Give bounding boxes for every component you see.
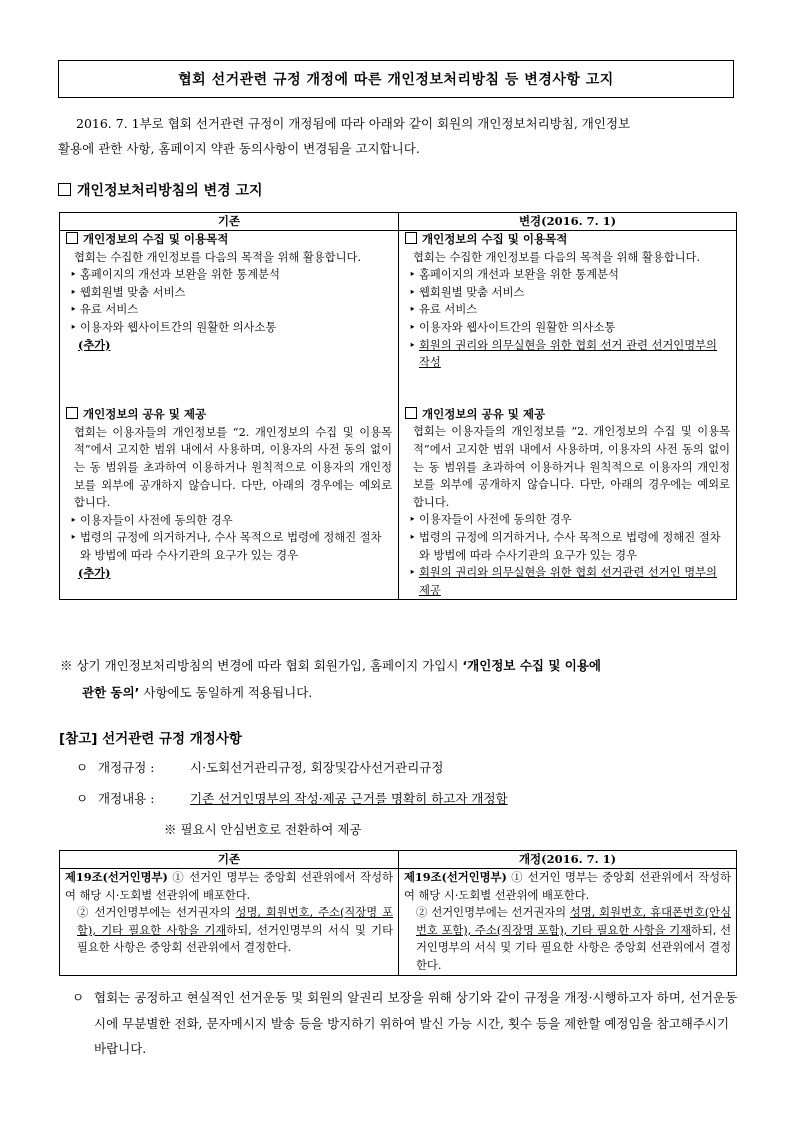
bullet-circle-icon: ㅇ	[76, 760, 89, 775]
checkbox-square-icon	[66, 407, 78, 419]
purpose-item-old: ‣ 웹회원별 맞춤 서비스	[70, 285, 186, 299]
closing-paragraph	[72, 985, 742, 1062]
checkbox-square-icon	[405, 407, 417, 419]
purpose-item-new: ‣ 홈페이지의 개선과 보완을 위한 통계분석	[409, 268, 619, 282]
bullet-circle-icon: ㅇ	[72, 990, 85, 1005]
table2-header-old: 기존	[60, 851, 399, 869]
article-old-p1: 제19조(선거인명부) ① 선거인 명부는 중앙회 선관위에서 작성하여 해당 시·도회별 선관위에 배포한다.	[65, 870, 394, 902]
article-new-p2: ② 선거인명부에는 선거권자의 성명, 회원번호, 휴대폰번호(안심번호 포함), 주소(직장명 포함), 기타 필요한 사항을 기재하되, 선거인명부의 서식 및 기타 필요한 사항은 중앙회 선관위에서 결정한다.	[416, 906, 732, 972]
notice-paragraph	[60, 652, 750, 706]
purpose-item-new: ‣ 이용자와 웹사이트간의 원활한 의사소통	[409, 320, 616, 334]
checkbox-square-icon	[66, 232, 78, 244]
intro-paragraph	[58, 111, 742, 161]
share-item-old: ‣ 이용자들이 사전에 동의한 경우	[70, 513, 233, 527]
ref-revised-rules: ㅇ 개정규정 : 시·도회선거관리규정, 회장및감사선거관리규정	[76, 760, 444, 775]
share-item-old: ‣ 법령의 규정에 의거하거나, 수사 목적으로 법령에 정해진 절차와 방법에 따라 수사기관의 요구가 있는 경우	[70, 531, 382, 562]
purpose-heading-new: 개인정보의 수집 및 이용목적	[405, 231, 730, 249]
purpose-item-new: ‣ 유료 서비스	[409, 303, 478, 317]
checkbox-square-icon	[405, 232, 417, 244]
bullet-circle-icon: ㅇ	[76, 791, 89, 806]
share-heading-old: 개인정보의 공유 및 제공	[66, 406, 392, 424]
purpose-item-old: ‣ 이용자와 웹사이트간의 원활한 의사소통	[70, 320, 277, 334]
table1-header-new: 변경(2016. 7. 1)	[399, 213, 737, 231]
reference-heading: [참고] 선거관련 규정 개정사항	[59, 731, 242, 747]
purpose-item-old: ‣ 유료 서비스	[70, 303, 139, 317]
checkbox-square-icon	[58, 183, 71, 196]
purpose-item-added: ‣ 회원의 권리와 의무실현을 위한 협회 선거 관련 선거인명부의 작성	[409, 338, 717, 370]
share-item-new: ‣ 법령의 규정에 의거하거나, 수사 목적으로 법령에 정해진 절차와 방법에 따라 수사기관의 요구가 있는 경우	[409, 530, 721, 562]
notice-line-2: 관한 동의’ 사항에도 동일하게 적용됩니다.	[82, 685, 313, 700]
document-title: 협회 선거관련 규정 개정에 따른 개인정보처리방침 등 변경사항 고지	[58, 60, 734, 98]
table2-header-new: 개정(2016. 7. 1)	[399, 851, 737, 869]
share-item-new: ‣ 이용자들이 사전에 동의한 경우	[409, 513, 572, 527]
share-heading-new: 개인정보의 공유 및 제공	[405, 406, 730, 424]
share-text-old: 협회는 이용자들의 개인정보를 “2. 개인정보의 수집 및 이용목적”에서 고지한 범위 내에서 사용하며, 이용자의 사전 동의 없이는 동 범위를 초과하여 이용하거나 원칙적으로 이용자의 개인정보를 외부에 공개하지 않습니다. 다만, 아래의 경우에는 예외로 합니다.	[74, 425, 392, 510]
article-old-p2: ② 선거인명부에는 선거권자의 성명, 회원번호, 주소(직장명 포함), 기타 필요한 사항을 기재하되, 선거인명부의 서식 및 기타 필요한 사항은 중앙회 선관위에서 결정한다.	[77, 906, 394, 955]
ref-revised-content: ㅇ 개정내용 : 기존 선거인명부의 작성·제공 근거를 명확히 하고자 개정함	[76, 791, 508, 806]
closing-text: 협회는 공정하고 현실적인 선거운동 및 회원의 알권리 보장을 위해 상기와 같이 규정을 개정·시행하고자 하며, 선거운동 시에 무분별한 전화, 문자메시지 발송 등을 방지하기 위하여 발신 가능 시간, 횟수 등을 제한할 예정임을 참고해주시기 바랍니다.	[94, 990, 738, 1056]
table1-new-column	[399, 231, 737, 600]
table1-old-column	[60, 231, 399, 600]
ref-sub-note: ※ 필요시 안심번호로 전환하여 제공	[164, 822, 362, 837]
intro-line-1: 2016. 7. 1부로 협회 선거관련 규정이 개정됨에 따라 아래와 같이 회원의 개인정보처리방침, 개인정보	[76, 116, 631, 131]
table2-old-column	[60, 869, 399, 976]
election-rule-comparison-table	[59, 850, 737, 976]
purpose-text-new: 협회는 수집한 개인정보를 다음의 목적을 위해 활용합니다.	[413, 250, 701, 264]
purpose-item-old: ‣ 홈페이지의 개선과 보완을 위한 통계분석	[70, 268, 280, 282]
table2-new-column	[399, 869, 737, 976]
intro-line-2: 활용에 관한 사항, 홈페이지 약관 동의사항이 변경됨을 고지합니다.	[58, 141, 420, 156]
purpose-heading-old: 개인정보의 수집 및 이용목적	[66, 231, 392, 249]
privacy-policy-comparison-table	[59, 212, 737, 600]
share-item-added: ‣ 회원의 권리와 의무실현을 위한 협회 선거관련 선거인 명부의 제공	[409, 566, 717, 597]
added-label: (추가)	[78, 565, 111, 580]
purpose-item-new: ‣ 웹회원별 맞춤 서비스	[409, 285, 525, 299]
added-label: (추가)	[78, 337, 111, 352]
share-text-new: 협회는 이용자들의 개인정보를 “2. 개인정보의 수집 및 이용목적”에서 고지한 범위 내에서 사용하며, 이용자의 사전 동의 없이는 동 범위를 초과하여 이용하거나 원칙적으로 이용자의 개인정보를 외부에 공개하지 않습니다. 다만, 아래의 경우에는 예외로 합니다.	[413, 425, 730, 509]
table1-header-old: 기존	[60, 213, 399, 231]
article-new-p1: 제19조(선거인명부) ① 선거인 명부는 중앙회 선관위에서 작성하여 해당 시·도회별 선관위에 배포한다.	[404, 870, 731, 902]
purpose-text-old: 협회는 수집한 개인정보를 다음의 목적을 위해 활용합니다.	[74, 250, 362, 264]
section1-heading	[58, 180, 263, 200]
section1-heading-text: 개인정보처리방침의 변경 고지	[77, 183, 263, 199]
notice-line-1: ※ 상기 개인정보처리방침의 변경에 따라 협회 회원가입, 홈페이지 가입시 ‘개인정보 수집 및 이용에	[60, 658, 601, 673]
